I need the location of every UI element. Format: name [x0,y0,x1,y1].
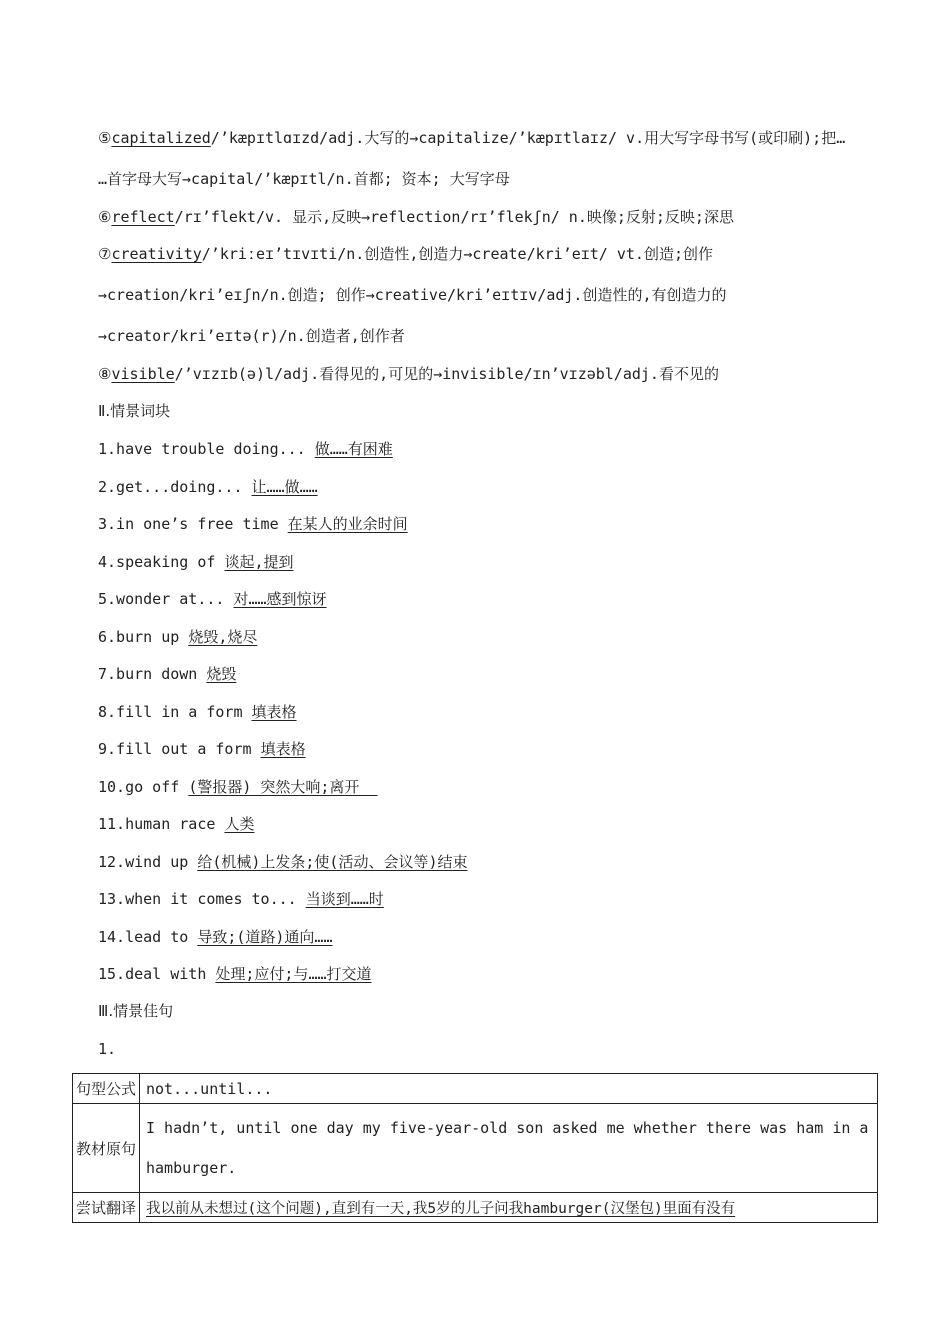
phrase-en: 14.lead to [98,928,189,946]
pattern-formula-value: not...until... [140,1074,878,1104]
phrase-cn: 让……做…… [251,478,318,496]
vocab-7-definition: /’kriːeɪ’tɪvɪti/n.创造性,创造力→create/kri’eɪt/ vt.创造;创作 [201,245,713,263]
phrase-item [98,814,254,834]
vocab-5-number: ⑤ [98,129,112,147]
phrase-cn: 给(机械)上发条;使(活动、会议等)结束 [197,853,468,871]
phrase-item [98,439,393,459]
vocab-5-line-2: …首字母大写→capital/’kæpɪtl/n.首都; 资本; 大写字母 [98,170,510,188]
textbook-sentence-label: 教材原句 [73,1104,140,1193]
vocab-8-definition: /’vɪzɪb(ə)l/adj.看得见的,可见的→invisible/ɪn’vɪzəbl/adj.看不见的 [174,365,719,383]
phrase-item [98,514,408,534]
pattern-formula-label: 句型公式 [73,1074,140,1104]
phrase-cn: 填表格 [260,740,306,758]
phrase-en: 3.in one’s free time [98,515,279,533]
phrase-cn: (警报器) 突然大响;离开 [188,778,378,796]
vocab-7-line-3: →creator/kri’eɪtə(r)/n.创造者,创作者 [98,327,405,345]
phrase-cn: 对……感到惊讶 [233,590,327,608]
vocab-6-number: ⑥ [98,208,112,226]
vocab-8-line-1 [98,364,719,384]
vocab-5-word: capitalized [111,129,211,147]
sentence-pattern-table [72,1073,878,1223]
phrase-cn: 谈起,提到 [224,553,294,571]
translation-value: 我以前从未想过(这个问题),直到有一天,我5岁的儿子问我hamburger(汉堡包)里面有没有 [140,1193,878,1223]
phrase-item [98,777,378,797]
vocab-8-word: visible [111,365,175,383]
phrase-item [98,852,468,872]
phrase-item [98,964,372,984]
phrase-en: 1.have trouble doing... [98,440,306,458]
phrase-cn: 人类 [224,815,255,833]
phrase-en: 4.speaking of [98,553,216,571]
vocab-5-line-1 [98,128,845,148]
phrase-en: 6.burn up [98,628,180,646]
vocab-5-definition: /’kæpɪtlɑɪzd/adj.大写的→capitalize/’kæpɪtlaɪz/ v.用大写字母书写(或印刷);把… [210,129,846,147]
phrase-cn: 填表格 [251,703,297,721]
vocab-6-line-1 [98,207,734,227]
phrase-cn: 烧毁 [206,665,237,683]
phrase-en: 10.go off [98,778,180,796]
vocab-7-line-1 [98,244,713,264]
phrase-en: 11.human race [98,815,216,833]
textbook-sentence-value: I hadn’t, until one day my five-year-old son asked me whether there was ham in a hamburger. [140,1104,878,1193]
phrase-item [98,552,293,572]
phrase-en: 2.get...doing... [98,478,243,496]
phrase-item [98,739,306,759]
phrase-cn: 做……有困难 [314,440,393,458]
phrase-cn: 当谈到……时 [305,890,384,908]
phrase-cn: 在某人的业余时间 [287,515,408,533]
phrase-cn: 导致;(道路)通向…… [197,928,333,946]
vocab-6-definition: /rɪ’flekt/v. 显示,反映→reflection/rɪ’flekʃn/ n.映像;反射;反映;深思 [174,208,734,226]
section-2-title: Ⅱ.情景词块 [98,402,171,420]
phrase-item [98,702,297,722]
phrase-item [98,927,333,947]
phrase-en: 13.when it comes to... [98,890,297,908]
phrase-en: 5.wonder at... [98,590,225,608]
table-row [73,1074,878,1104]
phrase-item [98,627,257,647]
phrase-en: 15.deal with [98,965,207,983]
vocab-6-word: reflect [111,208,175,226]
table-row [73,1104,878,1193]
phrase-item [98,589,327,609]
vocab-7-line-2: →creation/kri’eɪʃn/n.创造; 创作→creative/kri’eɪtɪv/adj.创造性的,有创造力的 [98,286,727,304]
translation-label: 尝试翻译 [73,1193,140,1223]
phrase-en: 9.fill out a form [98,740,252,758]
phrase-en: 12.wind up [98,853,189,871]
phrase-en: 7.burn down [98,665,198,683]
phrase-item [98,664,236,684]
phrase-cn: 烧毁,烧尽 [188,628,258,646]
vocab-8-number: ⑧ [98,365,112,383]
vocab-7-number: ⑦ [98,245,112,263]
section-3-title: Ⅲ.情景佳句 [98,1002,174,1020]
phrase-item [98,889,384,909]
vocab-7-word: creativity [111,245,202,263]
phrase-cn: 处理;应付;与……打交道 [215,965,372,983]
item-number: 1. [98,1040,117,1058]
phrase-item [98,477,318,497]
table-row [73,1193,878,1223]
phrase-en: 8.fill in a form [98,703,243,721]
